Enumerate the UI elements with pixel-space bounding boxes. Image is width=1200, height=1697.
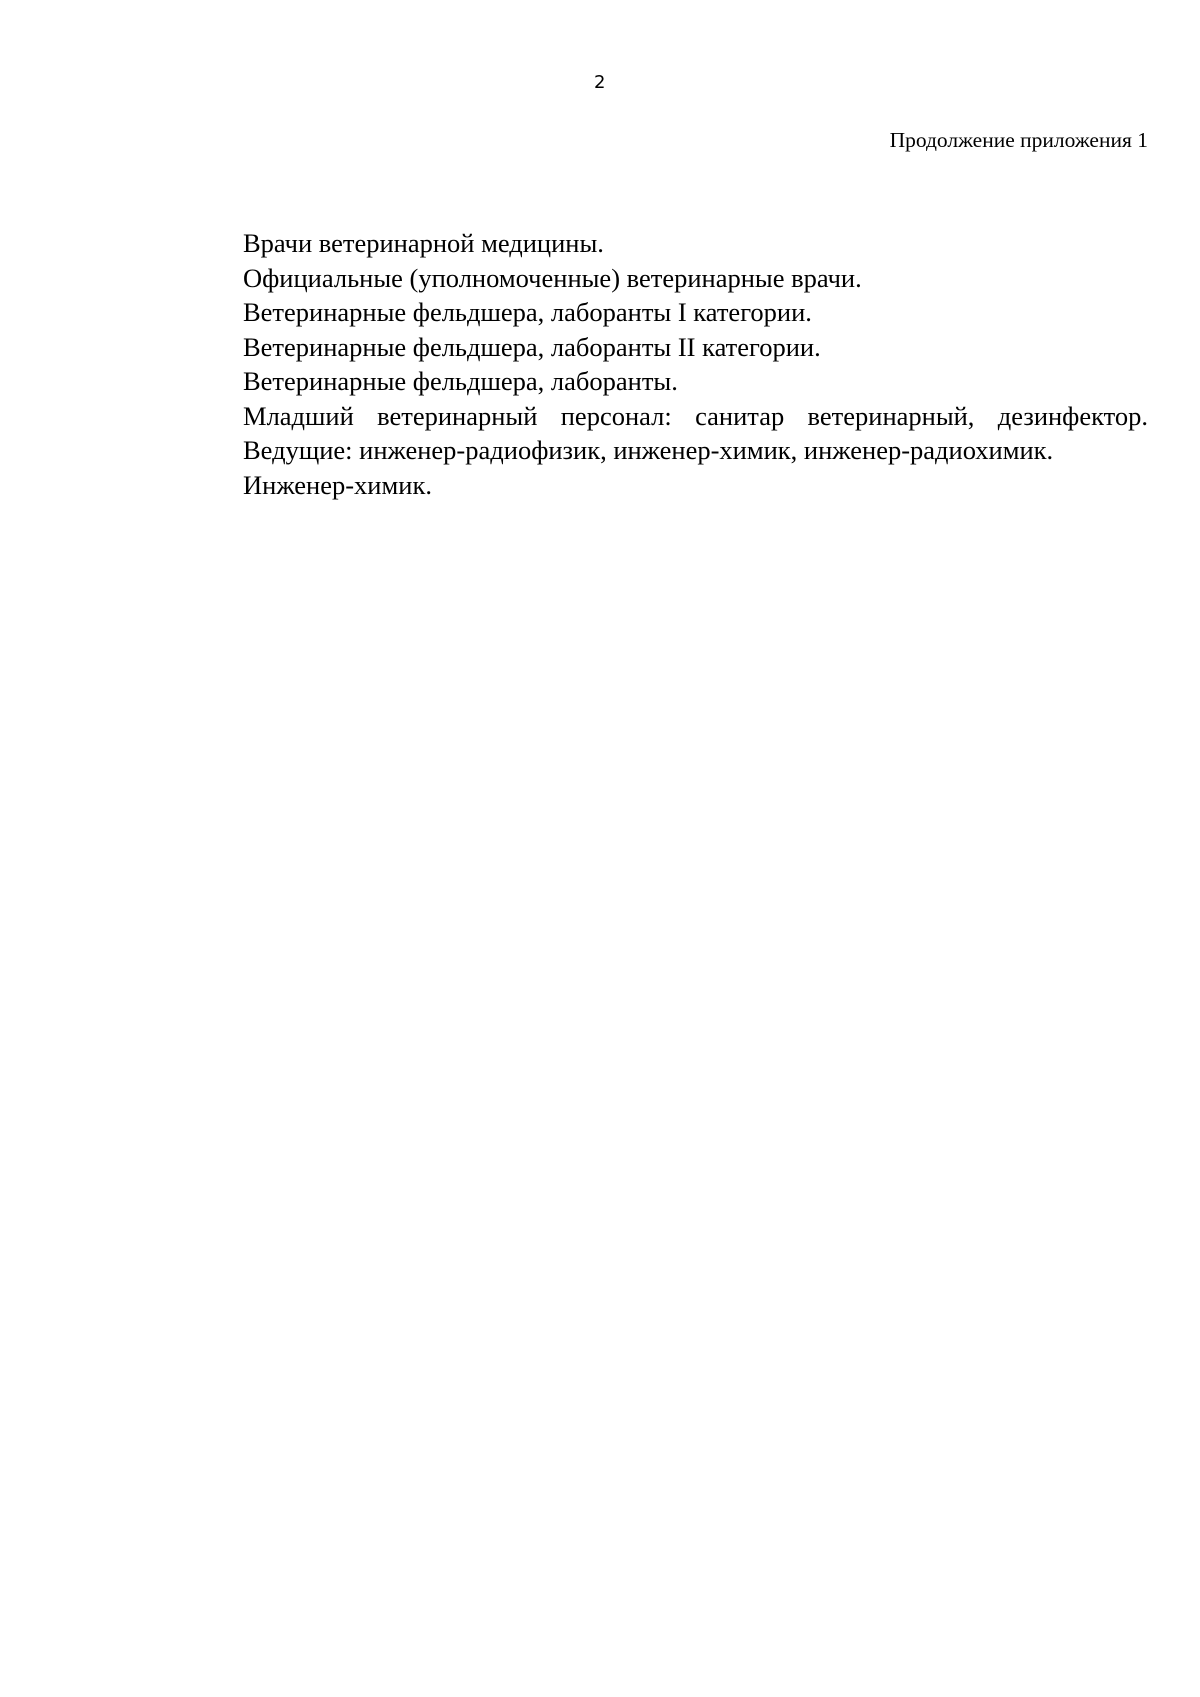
page-number: 2 (594, 72, 606, 93)
appendix-continuation-label: Продолжение приложения 1 (889, 128, 1148, 152)
list-item: Врачи ветеринарной медицины. (243, 228, 604, 258)
list-item: Ветеринарные фельдшера, лаборанты. (243, 366, 678, 396)
list-item: Младший ветеринарный персонал: санитар ветеринарный, дезинфектор. (243, 400, 1148, 431)
list-item: Инженер-химик. (243, 469, 432, 500)
list-item: Официальные (уполномоченные) ветеринарные врачи. (243, 262, 862, 293)
position-list (243, 226, 1148, 502)
list-item: Ведущие: инженер-радиофизик, инженер-химик, инженер-радиохимик. (243, 435, 1054, 465)
list-item: Ветеринарные фельдшера, лаборанты I категории. (243, 297, 812, 327)
list-item: Ветеринарные фельдшера, лаборанты II категории. (243, 331, 821, 362)
